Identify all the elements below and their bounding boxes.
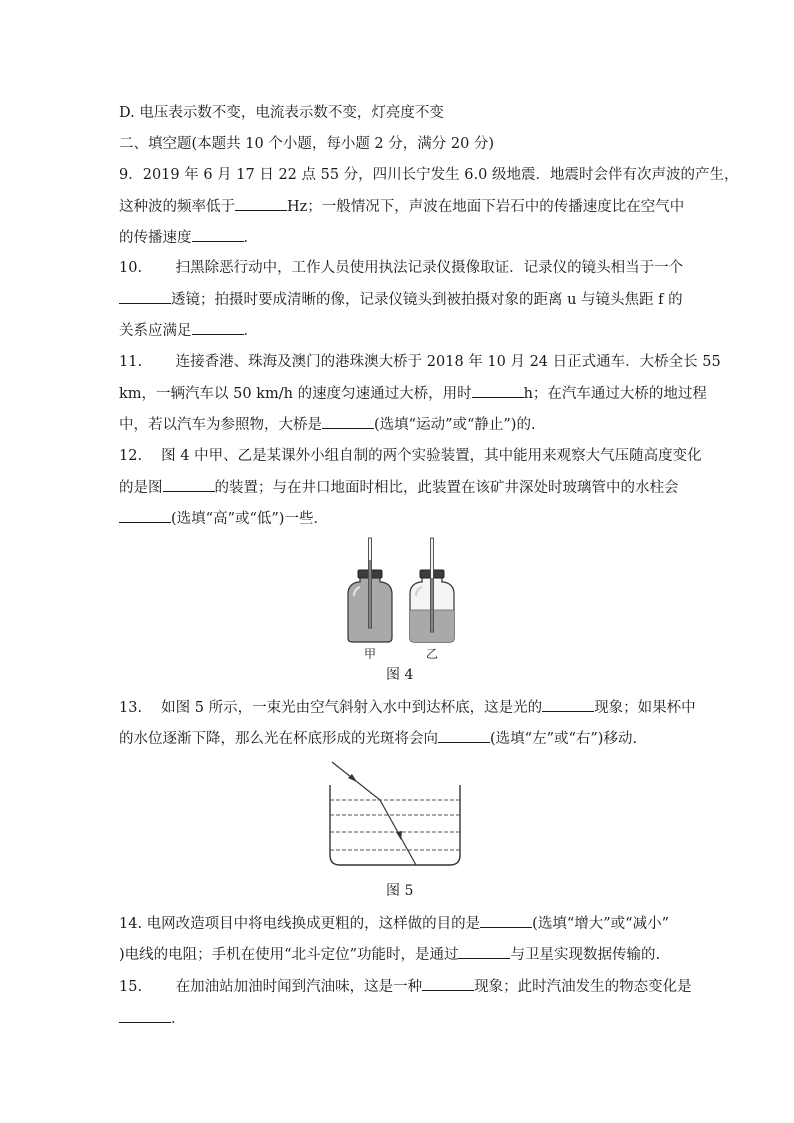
answer-blank[interactable]: [480, 913, 532, 928]
q9-text: 这种波的频率低于: [119, 199, 235, 215]
answer-blank[interactable]: [472, 383, 524, 398]
q13-line2: [119, 728, 637, 749]
q10-text: ．: [243, 323, 258, 339]
q10-line1: 10. 扫黑除恶行动中，工作人员使用执法记录仪摄像取证．记录仪的镜头相当于一个: [119, 260, 684, 276]
q11-line3: [119, 414, 536, 435]
answer-blank[interactable]: [192, 227, 244, 242]
cup: [330, 785, 460, 865]
q15-line1: [119, 976, 692, 997]
q13-text: 13. 如图 5 所示，一束光由空气斜射入水中到达杯底，这是光的: [119, 700, 543, 716]
figure-4-caption: 图 4: [386, 667, 414, 683]
q12-text: 的是图: [119, 480, 163, 496]
q10-text: 透镜；拍摄时要成清晰的像，记录仪镜头到被拍摄对象的距离 u 与镜头焦距 f 的: [171, 292, 683, 308]
q10-line3: [119, 320, 258, 341]
answer-blank[interactable]: [458, 944, 510, 959]
q15-line2: [119, 1008, 186, 1029]
answer-blank[interactable]: [119, 508, 171, 523]
q11-text: 中，若以汽车为参照物，大桥是: [119, 417, 322, 433]
q10-text: 关系应满足: [119, 323, 192, 339]
q9-text: ．: [243, 230, 258, 246]
q13-text: 的水位逐渐下降，那么光在杯底形成的光斑将会向: [119, 731, 438, 747]
figure-5-caption: 图 5: [386, 883, 414, 899]
ray-arrow-water: [396, 831, 402, 840]
answer-blank[interactable]: [192, 320, 244, 335]
q11-text: (选填“运动”或“静止”)的.: [374, 417, 536, 433]
q13-line1: [119, 697, 696, 718]
q11-line2: [119, 383, 707, 404]
q14-line2: [119, 944, 660, 965]
q12-line3: [119, 508, 328, 529]
label-yi: 乙: [426, 647, 439, 661]
option-d: D. 电压表示数不变，电流表示数不变，灯亮度不变: [119, 105, 444, 121]
answer-blank[interactable]: [322, 414, 374, 429]
q11-line1: 11. 连接香港、珠海及澳门的港珠澳大桥于 2018 年 10 月 24 日正式通车．大桥全长 55: [119, 354, 721, 370]
answer-blank[interactable]: [119, 289, 171, 304]
water-surface-lines: [330, 800, 460, 850]
q15-text: 现象；此时汽油发生的物态变化是: [474, 979, 692, 995]
q9-line1: 9．2019 年 6 月 17 日 22 点 55 分，四川长宁发生 6.0 级地震．地震时会伴有次声波的产生，: [119, 167, 739, 183]
bottle-a: [348, 538, 392, 642]
answer-blank[interactable]: [163, 477, 215, 492]
answer-blank[interactable]: [438, 728, 490, 743]
q11-text: h；在汽车通过大桥的地过程: [523, 386, 707, 402]
figure-5: [320, 755, 470, 870]
q14-line1: [119, 913, 669, 934]
q10-line2: [119, 289, 683, 310]
q13-text: (选填“左”或“右”)移动.: [490, 731, 638, 747]
q11-text: km，一辆汽车以 50 km/h 的速度匀速通过大桥，用时: [119, 386, 472, 402]
figure-4: [340, 532, 460, 662]
q14-text: 与卫星实现数据传输的.: [510, 947, 661, 963]
section-heading: 二、填空题(本题共 10 个小题，每小题 2 分，满分 20 分): [119, 136, 495, 152]
answer-blank[interactable]: [119, 1008, 171, 1023]
q13-text: 现象；如果杯中: [594, 700, 696, 716]
q14-text: )电线的电阻；手机在使用“北斗定位”功能时，是通过: [119, 947, 459, 963]
bottle-b: [410, 538, 454, 642]
q12-text: (选填“高”或“低”)一些．: [171, 511, 328, 527]
q9-line2: [119, 196, 684, 217]
answer-blank[interactable]: [422, 976, 474, 991]
q14-text: 14. 电网改造项目中将电线换成更粗的，这样做的目的是: [119, 916, 481, 932]
q12-line2: [119, 477, 679, 498]
q12-line1: 12. 图 4 中甲、乙是某课外小组自制的两个实验装置，其中能用来观察大气压随高度变化: [119, 448, 702, 464]
q15-text: ．: [171, 1011, 186, 1027]
answer-blank[interactable]: [542, 697, 594, 712]
answer-blank[interactable]: [235, 196, 287, 211]
q15-text: 15. 在加油站加油时闻到汽油味，这是一种: [119, 979, 423, 995]
q9-text: 的传播速度: [119, 230, 192, 246]
q14-text: (选填“增大”或“减小”: [532, 916, 669, 932]
label-jia: 甲: [364, 647, 377, 661]
q9-line3: [119, 227, 258, 248]
q12-text: 的装置；与在井口地面时相比，此装置在该矿井深处时玻璃管中的水柱会: [214, 480, 679, 496]
q9-text: Hz；一般情况下，声波在地面下岩石中的传播速度比在空气中: [287, 199, 685, 215]
